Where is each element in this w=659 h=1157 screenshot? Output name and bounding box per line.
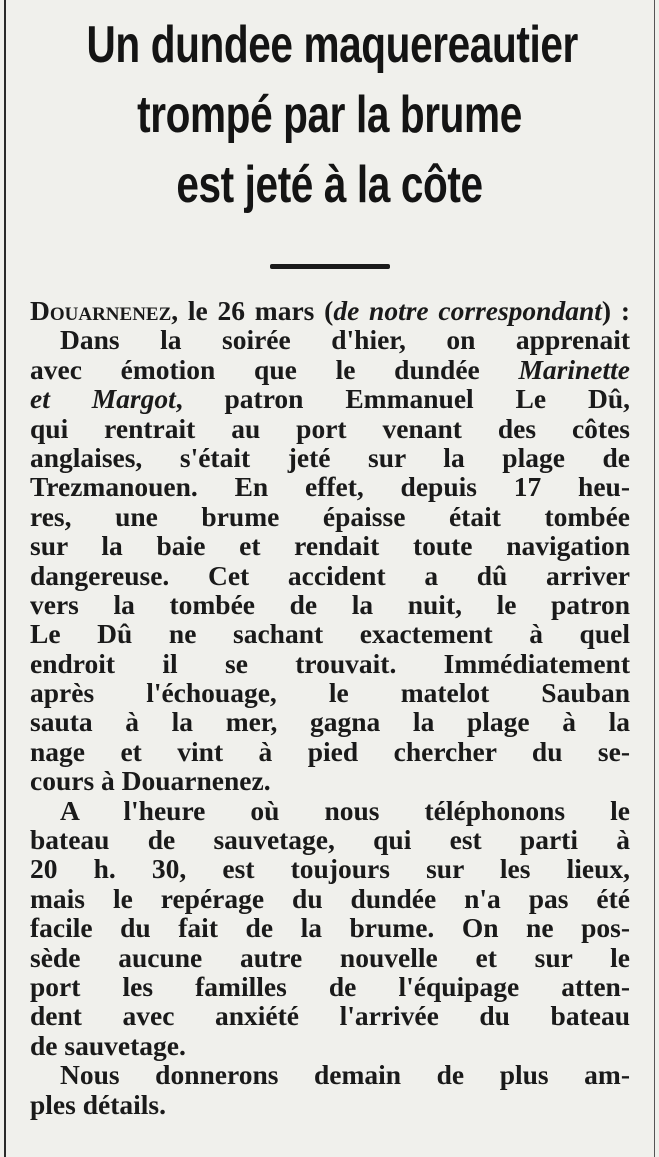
paragraph-1-line: sauta à la mer, gagna la plage à la xyxy=(30,706,630,738)
headline-line-1: Un dundee maquereautier xyxy=(86,16,578,74)
paragraph-2-line: port les familles de l'équipage atten- xyxy=(30,970,630,1002)
text-run: avec émotion que le dundée xyxy=(30,353,519,385)
paragraph-2-line: 20 h. 30, est toujours sur les lieux, xyxy=(30,853,630,885)
dateline xyxy=(30,296,630,325)
paragraph-1-line: après l'échouage, le matelot Sauban xyxy=(30,677,630,709)
paragraph-2-line: sède aucune autre nouvelle et sur le xyxy=(30,941,630,973)
paragraph-1-line: Trezmanouen. En effet, depuis 17 heu- xyxy=(30,471,630,503)
article-body xyxy=(30,296,630,1119)
headline xyxy=(86,10,578,220)
dateline-after-source: ) : xyxy=(601,295,630,326)
dateline-date: , le 26 mars ( xyxy=(171,295,334,326)
paragraph-1-line: Dans la soirée d'hier, on apprenait xyxy=(60,324,630,356)
paragraph-1-line: dangereuse. Cet accident a dû arriver xyxy=(30,559,630,591)
paragraph-2-line: dent avec anxiété l'arrivée du bateau xyxy=(30,1000,630,1032)
paragraph-1-line xyxy=(30,384,630,413)
paragraph-2-line: bateau de sauvetage, qui est parti à xyxy=(30,824,630,856)
paragraph-2-line: mais le repérage du dundée n'a pas été xyxy=(30,882,630,914)
paragraph-1-line: anglaises, s'était jeté sur la plage de xyxy=(30,441,630,473)
paragraph-3-line: ples détails. xyxy=(30,1088,166,1120)
paragraph-1-line: res, une brume épaisse était tombée xyxy=(30,500,630,532)
paragraph-1-line xyxy=(30,355,630,384)
paragraph-3-line: Nous donnerons demain de plus am- xyxy=(60,1059,630,1091)
column-rule-left xyxy=(4,0,6,1157)
dateline-source: de notre correspondant xyxy=(333,295,602,326)
paragraph-1-line: endroit il se trouvait. Immédiatement xyxy=(30,647,630,679)
paragraph-2-line: facile du fait de la brume. On ne pos- xyxy=(30,912,630,944)
boat-name-part-2: et Margot xyxy=(30,383,176,415)
paragraph-1-line: nage et vint à pied chercher du se- xyxy=(30,735,630,767)
column-rule-right xyxy=(654,0,655,1157)
paragraph-1-line: sur la baie et rendait toute navigation xyxy=(30,530,630,562)
headline-line-3: est jeté à la côte xyxy=(176,156,483,214)
paragraph-1-line: Le Dû ne sachant exactement à quel xyxy=(30,618,630,650)
dateline-place: Douarnenez xyxy=(30,295,172,326)
paragraph-2-line: de sauvetage. xyxy=(30,1029,186,1061)
headline-separator-rule xyxy=(270,264,390,269)
paragraph-1-line: vers la tombée de la nuit, le patron xyxy=(30,588,630,620)
paragraph-1-line: cours à Douarnenez. xyxy=(30,765,271,797)
text-run: , patron Emmanuel Le Dû, xyxy=(175,383,631,415)
headline-line-2: trompé par la brume xyxy=(137,86,522,144)
paragraph-2-line: A l'heure où nous téléphonons le xyxy=(60,794,630,826)
paragraph-1-line: qui rentrait au port venant des côtes xyxy=(30,412,630,444)
boat-name-part-1: Marinette xyxy=(518,353,630,385)
